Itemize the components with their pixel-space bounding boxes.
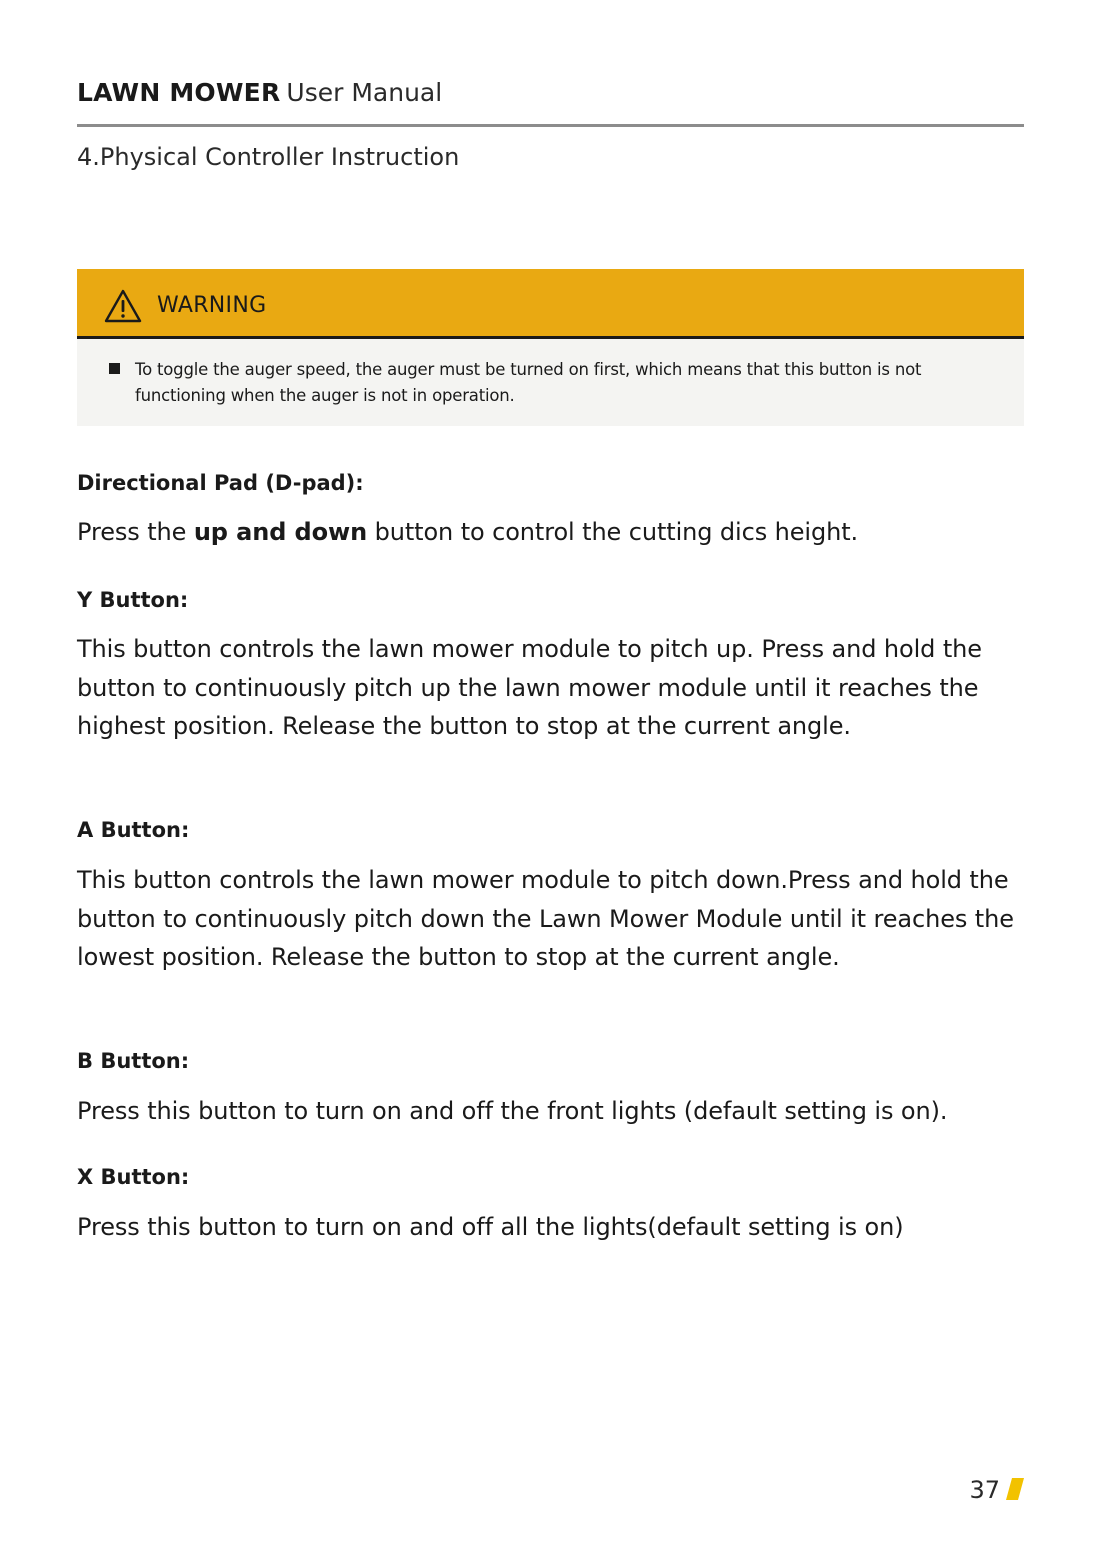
bullet-square-icon	[109, 363, 120, 374]
header-divider	[77, 124, 1024, 127]
a-button-heading: A Button:	[77, 818, 190, 842]
dpad-heading: Directional Pad (D-pad):	[77, 471, 364, 495]
section-title: 4.Physical Controller Instruction	[77, 143, 460, 171]
dpad-text-after: button to control the cutting dics height.	[367, 518, 859, 546]
warning-text: To toggle the auger speed, the auger must be turned on first, which means that this button is not functioning when the auger is not in operation.	[135, 360, 922, 405]
x-button-heading: X Button:	[77, 1165, 190, 1189]
warning-label: WARNING	[157, 293, 267, 318]
page-accent-mark-icon	[1006, 1478, 1024, 1500]
page-number: 37	[969, 1476, 1000, 1504]
warning-box	[77, 269, 1024, 426]
warning-triangle-icon	[104, 289, 142, 323]
x-button-text: Press this button to turn on and off all the lights(default setting is on)	[77, 1213, 904, 1241]
y-button-heading: Y Button:	[77, 588, 189, 612]
y-button-text: This button controls the lawn mower module to pitch up. Press and hold the button to continuously pitch up the lawn mower module until it reaches the highest position. Release the button to stop at the current angle.	[77, 635, 982, 741]
manual-page	[77, 0, 1024, 1559]
dpad-text-bold: up and down	[193, 518, 368, 546]
dpad-text	[77, 513, 1022, 552]
header-brand: LAWN MOWER	[77, 78, 281, 107]
b-button-heading: B Button:	[77, 1049, 190, 1073]
page-header	[77, 76, 442, 110]
b-button-text: Press this button to turn on and off the front lights (default setting is on).	[77, 1097, 948, 1125]
dpad-text-before: Press the	[77, 518, 194, 546]
a-button-text: This button controls the lawn mower module to pitch down.Press and hold the button to continuously pitch down the Lawn Mower Module until it reaches the lowest position. Release the button to stop at the current angle.	[77, 866, 1014, 972]
header-subtitle: User Manual	[286, 78, 443, 107]
warning-header-bar	[77, 269, 1024, 339]
